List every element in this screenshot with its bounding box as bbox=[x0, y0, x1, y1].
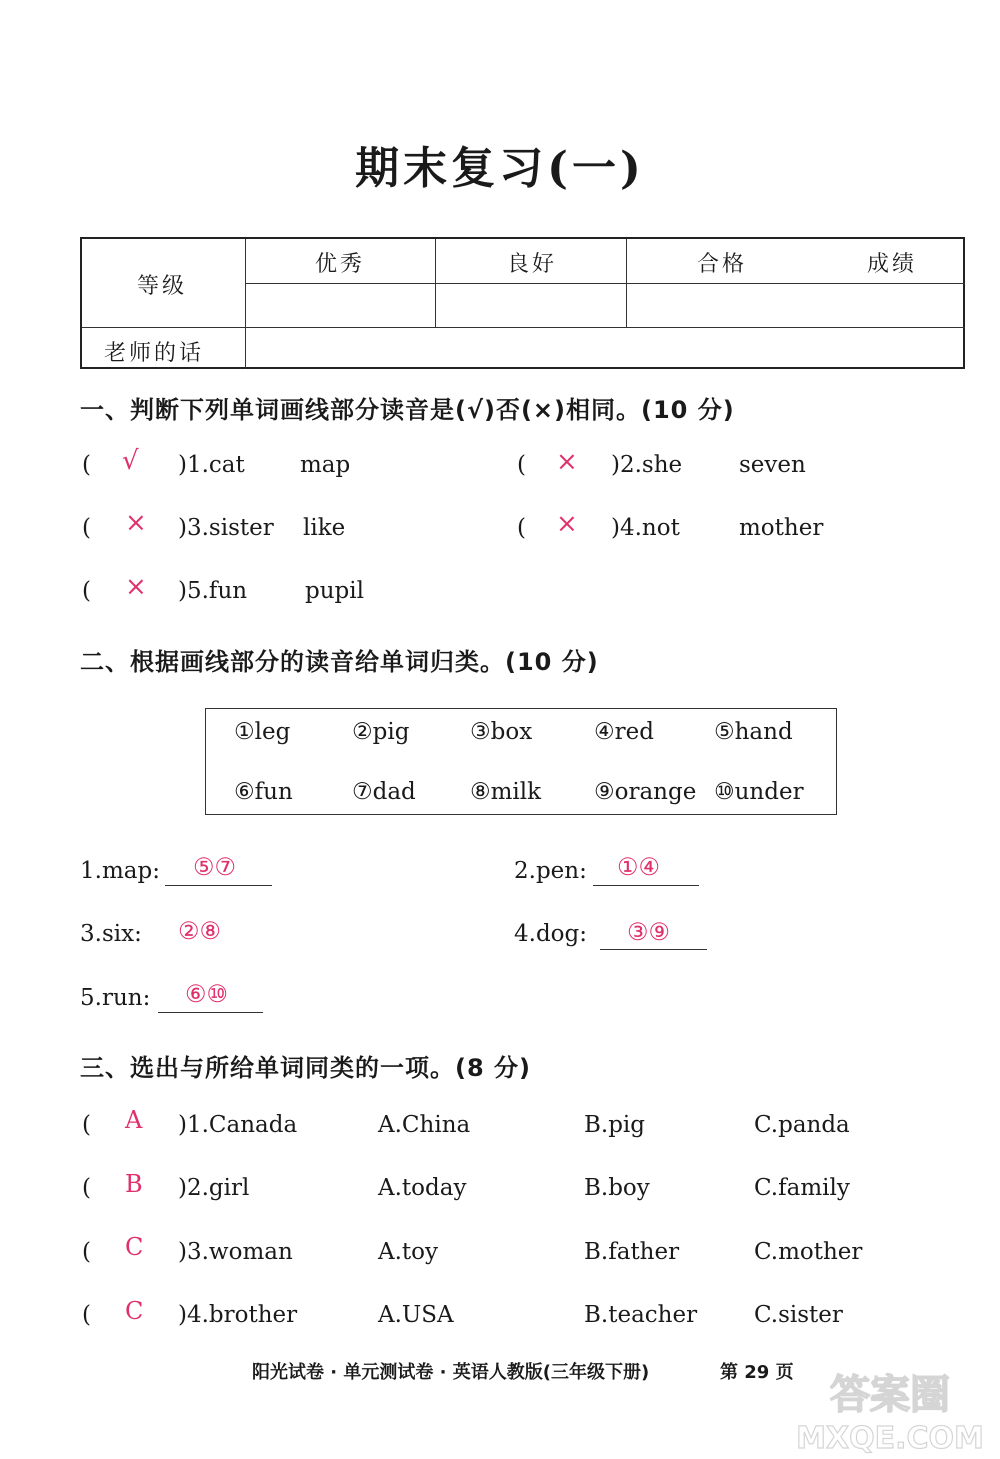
option-a: A.toy bbox=[378, 1239, 439, 1265]
group-label: 5.run: bbox=[80, 985, 151, 1011]
question-word: )2.girl bbox=[178, 1175, 250, 1201]
choice-answer: B bbox=[125, 1170, 143, 1198]
word-bank-item: ⑦dad bbox=[352, 779, 416, 805]
word-bank-item: ⑩under bbox=[714, 779, 804, 805]
table-divider bbox=[82, 327, 965, 328]
open-paren: ( bbox=[517, 452, 526, 478]
item-word: )5.fun bbox=[178, 578, 248, 604]
choice-answer: C bbox=[125, 1233, 144, 1261]
level-excellent: 优秀 bbox=[315, 252, 366, 277]
page-number: 第 29 页 bbox=[720, 1362, 794, 1383]
word-bank-item: ①leg bbox=[234, 719, 291, 745]
open-paren: ( bbox=[517, 515, 526, 541]
table-divider bbox=[245, 283, 965, 284]
item-word-text: 5.fun bbox=[186, 578, 248, 604]
option-a: A.today bbox=[378, 1175, 467, 1201]
open-paren: ( bbox=[82, 578, 91, 604]
item-word: )2.she bbox=[611, 452, 683, 478]
question-word: )4.brother bbox=[178, 1302, 298, 1328]
group-label: 1.map: bbox=[80, 858, 160, 884]
item-word-text: 1.cat bbox=[186, 452, 245, 478]
word-bank-item: ⑨orange bbox=[594, 779, 697, 805]
section2-heading: 二、根据画线部分的读音给单词归类。(10 分) bbox=[80, 648, 599, 676]
option-c: C.panda bbox=[754, 1112, 850, 1138]
footer-text: 阳光试卷 · 单元测试卷 · 英语人教版(三年级下册) bbox=[252, 1362, 650, 1383]
choice-answer: C bbox=[125, 1297, 144, 1325]
word-bank-item: ⑤hand bbox=[714, 719, 793, 745]
level-pass: 合格 bbox=[697, 252, 748, 277]
section1-heading: 一、判断下列单词画线部分读音是(√)否(×)相同。(10 分) bbox=[80, 396, 735, 424]
option-a: A.USA bbox=[378, 1302, 454, 1328]
level-good: 良好 bbox=[507, 252, 558, 277]
answer-line bbox=[600, 949, 707, 950]
option-c: C.sister bbox=[754, 1302, 843, 1328]
group-answer: ②⑧ bbox=[178, 917, 222, 945]
table-divider bbox=[245, 239, 246, 369]
option-b: B.father bbox=[584, 1239, 680, 1265]
answer-mark: × bbox=[125, 508, 147, 538]
word-bank-item: ⑧milk bbox=[470, 779, 542, 805]
question-word: )1.Canada bbox=[178, 1112, 298, 1138]
option-a: A.China bbox=[378, 1112, 471, 1138]
option-c: C.mother bbox=[754, 1239, 863, 1265]
compare-word: seven bbox=[739, 452, 806, 478]
group-answer: ⑤⑦ bbox=[193, 853, 237, 881]
item-word-text: 2.she bbox=[619, 452, 683, 478]
comment-label: 老师的话 bbox=[104, 341, 205, 366]
option-c: C.family bbox=[754, 1175, 850, 1201]
question-word: )3.woman bbox=[178, 1239, 293, 1265]
item-word: )3.sister bbox=[178, 515, 274, 541]
answer-mark: × bbox=[125, 572, 147, 602]
item-word: )4.not bbox=[611, 515, 680, 541]
answer-line bbox=[158, 1012, 263, 1013]
choice-answer: A bbox=[125, 1106, 143, 1134]
word-bank-item: ③box bbox=[470, 719, 533, 745]
grade-label: 等级 bbox=[137, 274, 188, 299]
answer-line bbox=[165, 885, 272, 886]
page-title: 期末复习(一) bbox=[355, 143, 645, 194]
open-paren: ( bbox=[82, 1239, 91, 1265]
word-bank-item: ④red bbox=[594, 719, 654, 745]
group-label: 4.dog: bbox=[514, 921, 587, 947]
watermark-en: MXQE.COM bbox=[796, 1421, 984, 1456]
open-paren: ( bbox=[82, 1175, 91, 1201]
item-word: )1.cat bbox=[178, 452, 245, 478]
level-score: 成绩 bbox=[867, 252, 918, 277]
option-b: B.pig bbox=[584, 1112, 646, 1138]
open-paren: ( bbox=[82, 1112, 91, 1138]
compare-word: mother bbox=[739, 515, 824, 541]
option-b: B.teacher bbox=[584, 1302, 698, 1328]
word-bank bbox=[205, 708, 837, 815]
answer-mark: √ bbox=[122, 446, 139, 476]
section3-heading: 三、选出与所给单词同类的一项。(8 分) bbox=[80, 1054, 531, 1082]
word-bank-item: ②pig bbox=[352, 719, 410, 745]
option-b: B.boy bbox=[584, 1175, 650, 1201]
compare-word: like bbox=[303, 515, 346, 541]
item-word-text: 4.not bbox=[619, 515, 680, 541]
watermark-logo bbox=[790, 1366, 990, 1456]
group-answer: ⑥⑩ bbox=[185, 980, 229, 1008]
group-label: 3.six: bbox=[80, 921, 142, 947]
answer-mark: × bbox=[556, 447, 578, 477]
open-paren: ( bbox=[82, 515, 91, 541]
item-word-text: 3.sister bbox=[186, 515, 274, 541]
compare-word: pupil bbox=[305, 578, 364, 604]
group-label: 2.pen: bbox=[514, 858, 587, 884]
compare-word: map bbox=[300, 452, 351, 478]
word-bank-item: ⑥fun bbox=[234, 779, 293, 805]
answer-mark: × bbox=[556, 509, 578, 539]
group-answer: ③⑨ bbox=[627, 918, 671, 946]
watermark-cn: 答案圈 bbox=[830, 1372, 950, 1418]
group-answer: ①④ bbox=[617, 853, 661, 881]
answer-line bbox=[593, 885, 699, 886]
grade-table bbox=[80, 237, 965, 369]
open-paren: ( bbox=[82, 452, 91, 478]
open-paren: ( bbox=[82, 1302, 91, 1328]
